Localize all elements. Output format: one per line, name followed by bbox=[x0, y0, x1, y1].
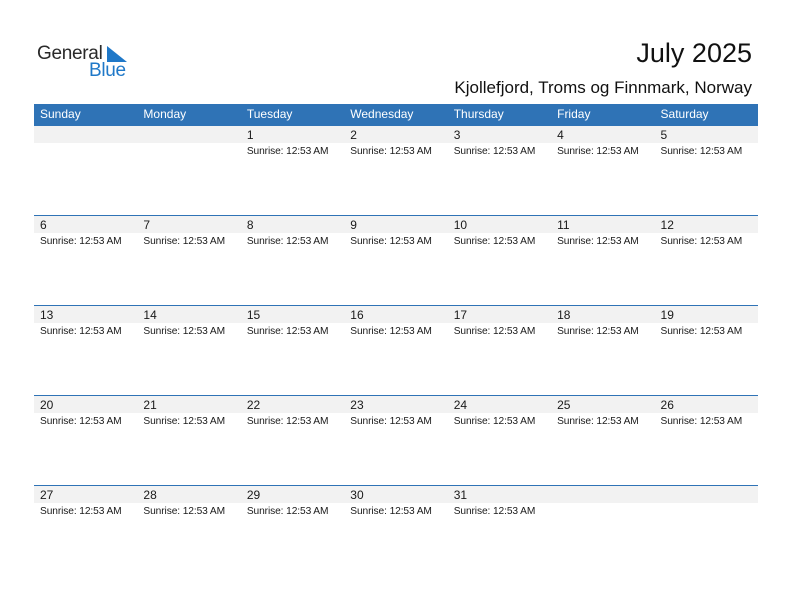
brand-logo bbox=[37, 43, 137, 83]
day-cell bbox=[34, 485, 137, 575]
day-number: 23 bbox=[350, 398, 364, 412]
day-number: 22 bbox=[246, 398, 261, 412]
day-cell bbox=[34, 125, 137, 215]
day-cell bbox=[655, 305, 758, 395]
day-number: 28 bbox=[143, 488, 157, 502]
day-number: 4 bbox=[557, 128, 564, 142]
sunrise-time: Sunrise: 12:53 AM bbox=[40, 326, 122, 337]
sunrise-time: Sunrise: 12:53 AM bbox=[143, 236, 225, 247]
weekday-header bbox=[34, 104, 758, 125]
day-number: 11 bbox=[557, 218, 570, 232]
sunrise-time: Sunrise: 12:53 AM bbox=[453, 236, 536, 247]
day-number: 13 bbox=[40, 308, 54, 322]
sunrise-time: Sunrise: 12:53 AM bbox=[660, 146, 743, 157]
day-number: 21 bbox=[143, 398, 157, 412]
day-cell bbox=[344, 485, 447, 575]
week-row bbox=[34, 395, 758, 485]
weekday-monday: Monday bbox=[143, 107, 187, 121]
day-cell bbox=[448, 305, 551, 395]
day-cell bbox=[344, 125, 447, 215]
day-number: 18 bbox=[557, 308, 571, 322]
week-row bbox=[34, 125, 758, 215]
day-number: 10 bbox=[453, 218, 468, 232]
day-number: 12 bbox=[660, 218, 674, 232]
day-number: 1 bbox=[246, 128, 254, 142]
day-cell bbox=[137, 395, 240, 485]
day-cell bbox=[137, 215, 240, 305]
sunrise-time: Sunrise: 12:53 AM bbox=[246, 146, 329, 157]
day-cell bbox=[551, 305, 654, 395]
day-number: 5 bbox=[660, 128, 668, 142]
sunrise-time: Sunrise: 12:53 AM bbox=[350, 146, 432, 157]
weekday-thursday: Thursday bbox=[453, 107, 504, 121]
day-number: 24 bbox=[453, 398, 468, 412]
day-number: 29 bbox=[246, 488, 261, 502]
sunrise-time: Sunrise: 12:53 AM bbox=[660, 416, 743, 427]
week-row bbox=[34, 215, 758, 305]
day-cell bbox=[655, 125, 758, 215]
day-cell bbox=[655, 215, 758, 305]
day-cell bbox=[448, 125, 551, 215]
sunrise-time: Sunrise: 12:53 AM bbox=[453, 416, 536, 427]
sunrise-time: Sunrise: 12:53 AM bbox=[40, 236, 122, 247]
day-number: 25 bbox=[557, 398, 571, 412]
sunrise-time: Sunrise: 12:53 AM bbox=[246, 506, 329, 517]
sunrise-time: Sunrise: 12:53 AM bbox=[453, 326, 536, 337]
logo-word-general: General bbox=[37, 43, 103, 64]
weekday-tuesday: Tuesday bbox=[246, 107, 293, 121]
day-number: 14 bbox=[143, 308, 157, 322]
day-cell bbox=[551, 125, 654, 215]
sunrise-time: Sunrise: 12:53 AM bbox=[143, 326, 225, 337]
day-number: 17 bbox=[453, 308, 468, 322]
day-cell bbox=[551, 485, 654, 575]
sunrise-time: Sunrise: 12:53 AM bbox=[350, 506, 432, 517]
sunrise-time: Sunrise: 12:53 AM bbox=[557, 146, 639, 157]
sunrise-time: Sunrise: 12:53 AM bbox=[453, 146, 536, 157]
day-cell bbox=[655, 395, 758, 485]
weekday-sunday: Sunday bbox=[40, 107, 81, 121]
sunrise-time: Sunrise: 12:53 AM bbox=[557, 416, 639, 427]
day-number: 20 bbox=[40, 398, 54, 412]
day-number: 16 bbox=[350, 308, 364, 322]
day-number: 27 bbox=[40, 488, 54, 502]
day-cell bbox=[241, 215, 344, 305]
logo-word-blue: Blue bbox=[89, 60, 126, 81]
sunrise-time: Sunrise: 12:53 AM bbox=[246, 416, 329, 427]
day-number: 2 bbox=[350, 128, 357, 142]
day-cell bbox=[241, 395, 344, 485]
sunrise-time: Sunrise: 12:53 AM bbox=[246, 326, 329, 337]
day-cell bbox=[34, 395, 137, 485]
day-cell bbox=[448, 485, 551, 575]
week-row bbox=[34, 305, 758, 395]
day-cell bbox=[344, 215, 447, 305]
sunrise-time: Sunrise: 12:53 AM bbox=[143, 506, 225, 517]
sunrise-time: Sunrise: 12:53 AM bbox=[557, 236, 639, 247]
sunrise-time: Sunrise: 12:53 AM bbox=[350, 416, 432, 427]
sunrise-time: Sunrise: 12:53 AM bbox=[40, 416, 122, 427]
day-number: 19 bbox=[660, 308, 674, 322]
weekday-saturday: Saturday bbox=[660, 107, 709, 121]
sunrise-time: Sunrise: 12:53 AM bbox=[143, 416, 225, 427]
day-cell bbox=[137, 485, 240, 575]
day-cell bbox=[137, 125, 240, 215]
day-number: 15 bbox=[246, 308, 261, 322]
day-cell bbox=[241, 305, 344, 395]
page-title: July 2025 bbox=[636, 38, 752, 68]
day-number: 26 bbox=[660, 398, 674, 412]
sunrise-time: Sunrise: 12:53 AM bbox=[660, 236, 743, 247]
day-number: 6 bbox=[40, 218, 47, 232]
sunrise-time: Sunrise: 12:53 AM bbox=[350, 326, 432, 337]
day-cell bbox=[344, 395, 447, 485]
day-cell bbox=[448, 395, 551, 485]
weekday-friday: Friday bbox=[557, 107, 591, 121]
day-cell bbox=[655, 485, 758, 575]
weekday-wednesday: Wednesday bbox=[350, 107, 414, 121]
day-cell bbox=[551, 215, 654, 305]
sunrise-time: Sunrise: 12:53 AM bbox=[246, 236, 329, 247]
day-number: 7 bbox=[143, 218, 151, 232]
day-number: 30 bbox=[350, 488, 364, 502]
sunrise-time: Sunrise: 12:53 AM bbox=[350, 236, 432, 247]
day-cell bbox=[551, 395, 654, 485]
day-cell bbox=[34, 215, 137, 305]
day-cell bbox=[137, 305, 240, 395]
sunrise-time: Sunrise: 12:53 AM bbox=[557, 326, 639, 337]
sunrise-time: Sunrise: 12:53 AM bbox=[453, 506, 536, 517]
day-number: 3 bbox=[453, 128, 461, 142]
day-cell bbox=[34, 305, 137, 395]
day-number: 9 bbox=[350, 218, 357, 232]
sunrise-time: Sunrise: 12:53 AM bbox=[660, 326, 743, 337]
day-cell bbox=[344, 305, 447, 395]
sunrise-time: Sunrise: 12:53 AM bbox=[40, 506, 122, 517]
location-subtitle: Kjollefjord, Troms og Finnmark, Norway bbox=[454, 78, 752, 97]
day-number: 31 bbox=[453, 488, 468, 502]
day-cell bbox=[448, 215, 551, 305]
day-cell bbox=[241, 485, 344, 575]
day-number: 8 bbox=[246, 218, 254, 232]
week-row bbox=[34, 485, 758, 575]
day-cell bbox=[241, 125, 344, 215]
